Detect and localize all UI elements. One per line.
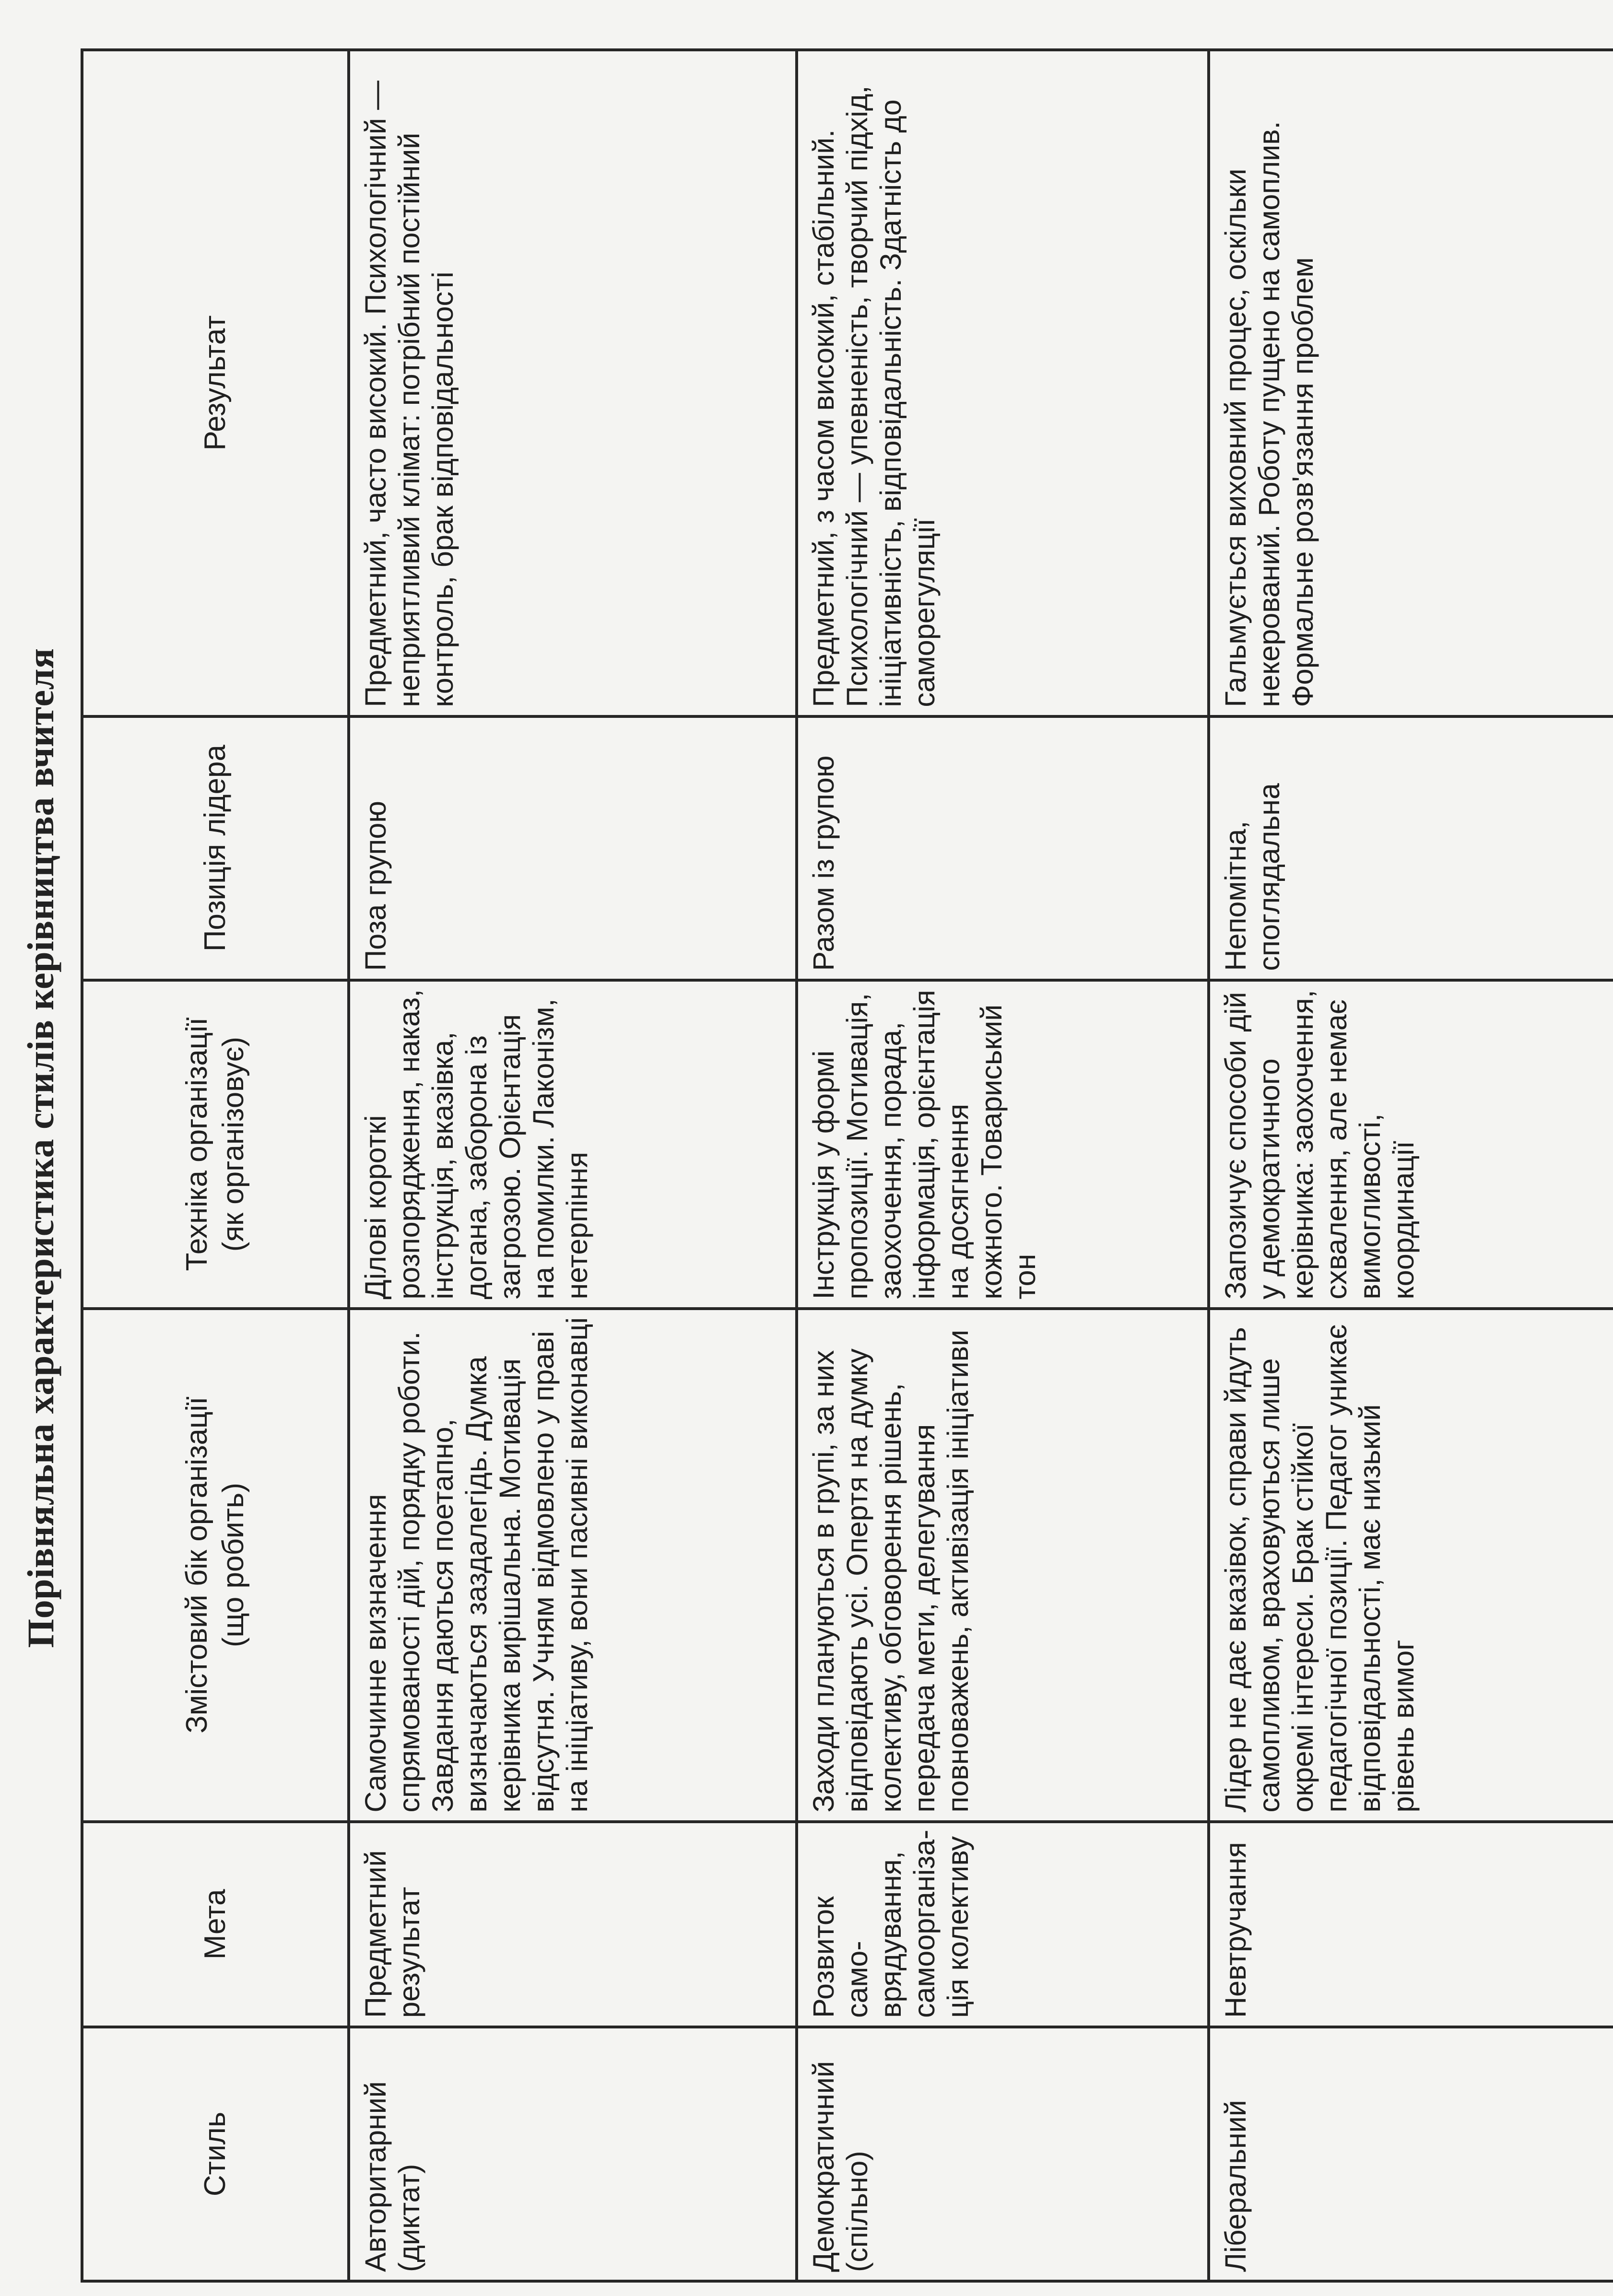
- cell-leader-position: Непомітна, споглядальна: [1209, 716, 1613, 980]
- header-goal: Мета: [82, 1822, 349, 2027]
- header-content-line1: Змістовий бік організації: [180, 1396, 213, 1734]
- cell-result: Предметний, часто високий. Психологічний — неприятливий клімат: потрібний постійний контроль, брак відповідальності: [349, 50, 797, 716]
- table-row-democratic: [797, 50, 1209, 2281]
- cell-style: Авторитарний (диктат): [349, 2027, 797, 2281]
- header-technique-line2: (як організовує): [217, 1036, 250, 1252]
- page-title: Порівняльна характеристика стилів керівництва вчителя: [20, 648, 61, 1648]
- header-content-line2: (що робить): [217, 1483, 250, 1648]
- cell-goal: Розвиток само-врядування, самоорганіза-ція колективу: [797, 1822, 1209, 2027]
- header-row: [82, 50, 349, 2281]
- leadership-styles-table: [81, 48, 1613, 2283]
- cell-leader-position: Поза групою: [349, 716, 797, 980]
- header-technique-line1: Техніка організації: [180, 1017, 213, 1271]
- cell-content: Заходи плануються в групі, за них відповідають усі. Опертя на думку колективу, обговорення рішень, передача мети, делегування повноважень, активізація ініціативи: [797, 1309, 1209, 1822]
- cell-goal: Предметний результат: [349, 1822, 797, 2027]
- cell-result: Гальмується виховний процес, оскільки некерований. Роботу пущено на самоплив. Формальне розв'язання проблем: [1209, 50, 1613, 716]
- header-result: Результат: [82, 50, 349, 716]
- table-row-liberal: [1209, 50, 1613, 2281]
- header-technique: [82, 980, 349, 1309]
- cell-technique: Ділові короткі розпорядження, наказ, інструкція, вказівка, догана, заборона із загрозою. Орієнтація на помилки. Лаконізм, нетерпіння: [349, 980, 797, 1309]
- cell-goal: Невтручання: [1209, 1822, 1613, 2027]
- cell-technique: Запозичує способи дій у демократичного керівника: заохочення, схвалення, але немає вимогливості, координації: [1209, 980, 1613, 1309]
- table-row-authoritarian: [349, 50, 797, 2281]
- cell-content: Лідер не дає вказівок, справи йдуть самопливом, враховуються лише окремі інтереси. Брак стійкої педагогічної позиції. Педагог уникає відповідальності, має низький рівень вимог: [1209, 1309, 1613, 1822]
- cell-leader-position: Разом із групою: [797, 716, 1209, 980]
- cell-content: Самочинне визначення спрямованості дій, порядку роботи. Завдання даються поетапно, визначаються заздалегідь. Думка керівника вирішальна. Мотивація відсутня. Учням відмовлено у праві на ініціативу, вони пасивні виконавці: [349, 1309, 797, 1822]
- header-leader-position: Позиція лідера: [82, 716, 349, 980]
- cell-result: Предметний, з часом високий, стабільний. Психологічний — упевненість, творчий підхід, ініціативність, відповідальність. Здатність до саморегуляції: [797, 50, 1209, 716]
- cell-style: Демократичний (спільно): [797, 2027, 1209, 2281]
- cell-technique: Інструкція у формі пропозиції. Мотивація, заохочення, порада, інформація, орієнтація на досягнення кожного. Товариський тон: [797, 980, 1209, 1309]
- header-content: [82, 1309, 349, 1822]
- cell-style: Ліберальний: [1209, 2027, 1613, 2281]
- header-style: Стиль: [82, 2027, 349, 2281]
